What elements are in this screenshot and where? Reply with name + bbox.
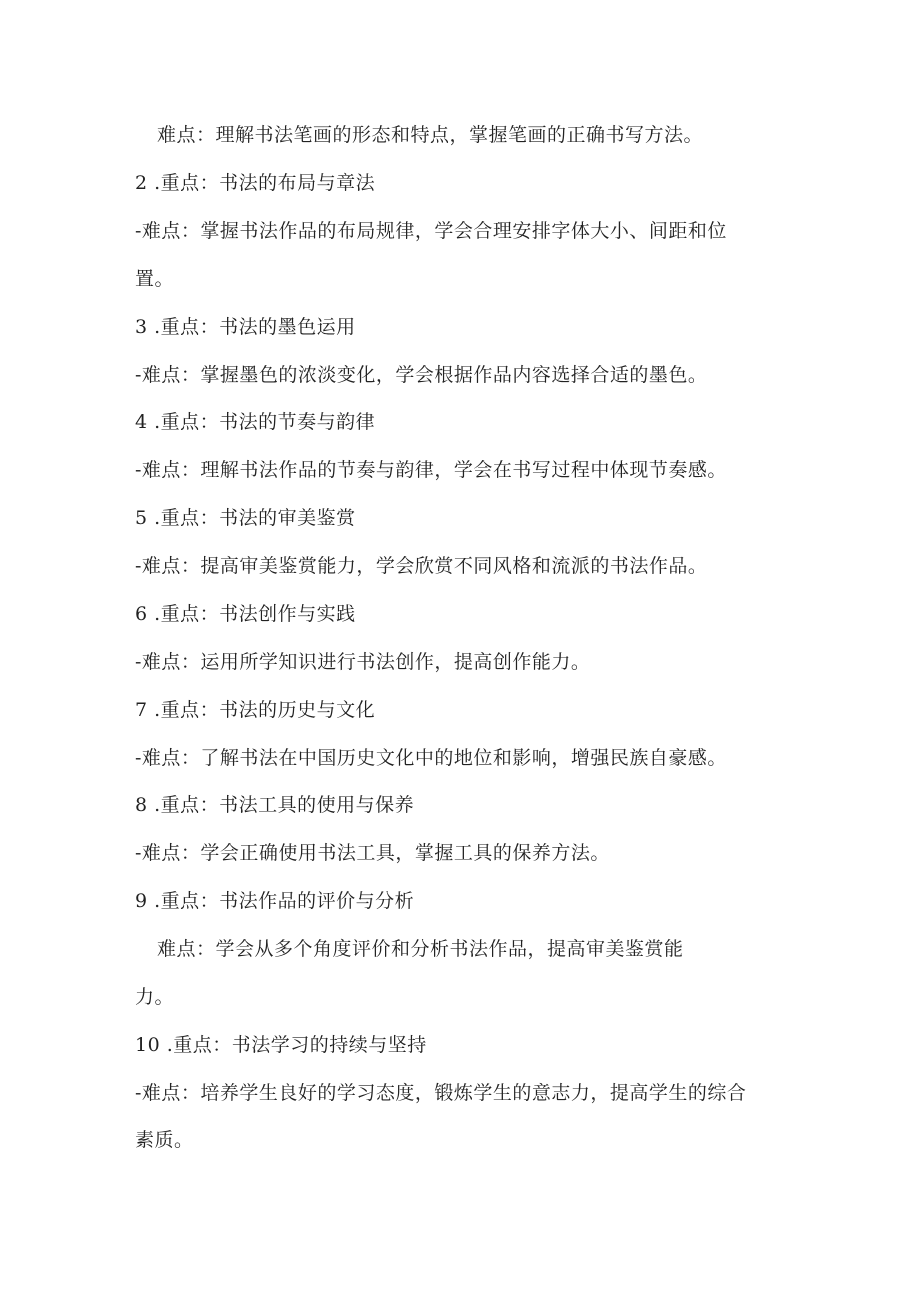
- text-line-19: 力。: [135, 986, 175, 1008]
- text-line-2: 2 .重点：书法的布局与章法: [135, 172, 376, 194]
- text-line-6: -难点：掌握墨色的浓淡变化，学会根据作品内容选择合适的墨色。: [135, 364, 708, 386]
- text-line-12: -难点：运用所学知识进行书法创作，提高创作能力。: [135, 651, 591, 673]
- text-line-21: -难点：培养学生良好的学习态度，锻炼学生的意志力，提高学生的综合: [135, 1082, 747, 1104]
- text-line-20: 10 .重点：书法学习的持续与坚持: [135, 1034, 427, 1056]
- text-line-18: 难点：学会从多个角度评价和分析书法作品，提高审美鉴赏能: [157, 938, 684, 960]
- text-line-4: 置。: [135, 268, 175, 290]
- text-line-10: -难点：提高审美鉴赏能力，学会欣赏不同风格和流派的书法作品。: [135, 555, 708, 577]
- text-line-7: 4 .重点：书法的节奏与韵律: [135, 411, 376, 433]
- text-line-14: -难点：了解书法在中国历史文化中的地位和影响，增强民族自豪感。: [135, 747, 727, 769]
- text-line-11: 6 .重点：书法创作与实践: [135, 603, 356, 625]
- text-line-13: 7 .重点：书法的历史与文化: [135, 699, 376, 721]
- text-line-5: 3 .重点：书法的墨色运用: [135, 316, 356, 338]
- text-line-22: 素质。: [135, 1129, 194, 1151]
- text-line-15: 8 .重点：书法工具的使用与保养: [135, 794, 415, 816]
- text-line-3: -难点：掌握书法作品的布局规律，学会合理安排字体大小、间距和位: [135, 220, 727, 242]
- text-line-16: -难点：学会正确使用书法工具，掌握工具的保养方法。: [135, 842, 610, 864]
- text-line-8: -难点：理解书法作品的节奏与韵律，学会在书写过程中体现节奏感。: [135, 459, 727, 481]
- text-line-9: 5 .重点：书法的审美鉴赏: [135, 507, 356, 529]
- text-line-1: 难点：理解书法笔画的形态和特点，掌握笔画的正确书写方法。: [157, 124, 704, 146]
- text-line-17: 9 .重点：书法作品的评价与分析: [135, 890, 415, 912]
